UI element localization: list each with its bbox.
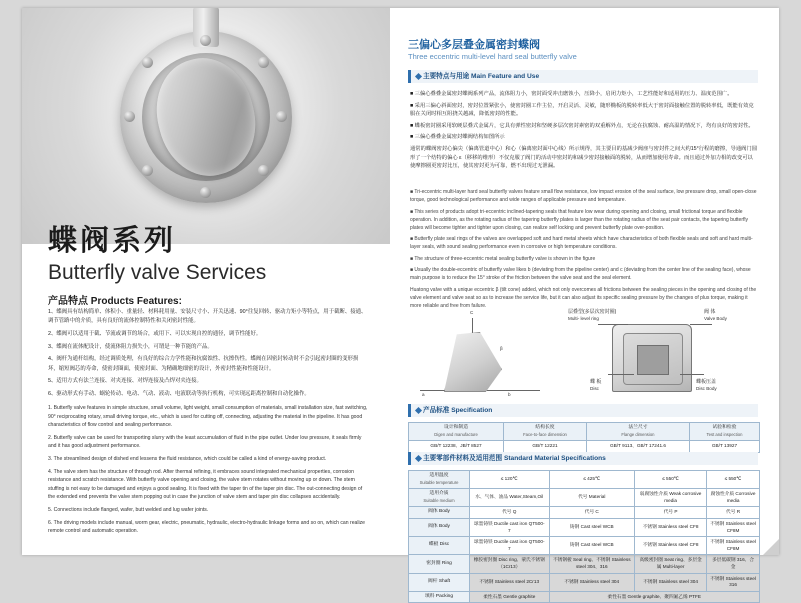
right-panel [390,8,779,599]
seal-cone-shape [444,332,502,392]
row-label-zh: 阀杆 Shaft [427,578,451,584]
row-label-zh: 阀体 Body [428,524,450,530]
table-cell: 橡胶密封圈 Disc ring、蒙氏不锈钢（1Cr13） [470,555,550,573]
table-cell: 不锈钢 Stainless steel 304 [635,573,707,591]
table-cell: 不锈钢 Stainless steel CF8 [635,518,707,536]
table-cell: 柔性石墨 Gentle graphite [470,591,550,603]
row-label-en: Suitable medium [423,497,455,503]
header-en: Test and inspection [706,431,743,437]
header-en: Face-to-face dimension [523,431,567,437]
diamond-icon [415,455,422,462]
table-cell: 不锈钢 Stainless steel CF8 [635,537,707,555]
table-row [409,471,760,489]
left-panel [22,8,390,555]
valve-body-label-zh: 阀 体 [704,309,716,315]
feature-cn-paragraph: ■ 采用三偏心斜面密封，密封位置紧张小，使密封圈工作主位，开启灵活、灵敏，随形椭板的脱转率低大于密封面接触位置的脱转率低，既能有效克服在关闭时相互阻挠关越减，降低密封的性能。 [410,102,754,118]
table-cell: 代号 Q [470,507,550,519]
section-header-feature [408,70,758,83]
header-en: Flange dimension [621,431,655,437]
features-heading: 产品特点 Products Features: [48,296,182,307]
feature-cn-item: 3、蝶阀在流体配设计，使流体阻力损失小，可谓是一种节能的产品。 [48,343,213,350]
specification-table [408,422,760,453]
feature-en-item: 1. Butterfly valve features in simple structure, small volume, light weight, small consumption of materials, small installation size, fast switching, 90° reciprocating rotary, small driving torque, etc., which is used for cutting off, connecting, adjusting the material in the pipeline. It has good characteristics of flow control and sealing performance. [48,405,368,429]
feature-en-paragraph: ■ The structure of three-eccentric metal sealing butterfly valve is shown in the figure [410,255,596,262]
disc-label-en: Disc [590,386,599,391]
row-label-zh: 密封圈 Ring [426,560,452,566]
row-label-zh: 适用温度 [429,473,449,478]
row-label [409,591,470,603]
diamond-icon [415,407,422,414]
header-zh: 法兰尺寸 [628,425,648,430]
feature-cn-item: 6、驱动形式有手动、蜗轮传动、电动、气动、液动、电液联动等执行机构，可实现远距离控制和自动化操作。 [48,390,310,397]
diagram-leader-line [680,374,704,375]
table-row [409,537,760,555]
table-cell: ≤ 120℃ [470,471,550,489]
table-cell: 柔性石墨 Gentle graphite、聚四氟乙烯 PTFE [549,591,759,603]
flange-bolt [200,187,211,198]
feature-en-paragraph: ■ Tri-eccentric multi-layer hard seal butterfly valves feature small flow resistance, low impact erosion of the seal surface, low pressure drop, small open-close torque, good technological performance and wide ranges of applicable pressure and temperature. [410,189,757,203]
section-header-label: 主要零部件材料及适用范围 Standard Material Specifications [423,455,606,462]
table-cell: ≤ 550℃ [635,471,707,489]
diagram-leader-line [608,374,634,375]
photo-background [22,8,390,244]
table-row [409,555,760,573]
row-label-en: Suitable temperature [419,479,459,485]
structure-diagram [408,308,760,400]
header-zh: 试验和检验 [712,425,737,430]
row-label [409,489,470,507]
table-cell: 弱腐蚀性介质 Weak corrosive media [635,489,707,507]
table-cell: 铸钢 Cast steel WCB [549,518,635,536]
features-list-cn [48,308,368,403]
table-cell: GB/T 9113、GB/T 17241.6 [586,441,689,453]
row-label [409,507,470,519]
section-header-label: 产品标准 Specification [423,407,493,414]
butterfly-valve-illustration [120,31,292,203]
row-label [409,518,470,536]
table-cell: 代号 R [707,507,760,519]
table-cell: 代号 P [635,507,707,519]
table-cell: GB/T 12221 [504,441,587,453]
table-cell: 球墨铸铁 Ductile cast iron QT500-7 [470,518,550,536]
page-corner-fold [763,539,779,555]
diagram-mark-c: C [470,310,474,315]
feature-cn-item: 4、阀杆为通杆结构，经过调质处理，有良好的综合力学性能和抗腐蚀性、抗擦伤性。蝶阀在因密封转动时不会引起密封圈的变形损坏，缩短阀芯的寿命，使密封圈面，使密封面、为精确地细密的设计，外密封性能和性能设计。 [48,356,359,372]
feature-cn-item: 5、适用方式有法兰连接、对夹连接、对焊连接及凸焊对夹连接。 [48,378,202,385]
diagram-mark-b: b [508,392,511,397]
table-cell: 不锈钢 Stainless steel 2Cr13 [470,573,550,591]
section-header-specification [408,404,758,417]
table-header-cell [504,423,587,441]
table-cell: 球墨铸铁 Ductile cast iron QT500-7 [470,537,550,555]
table-cell: 不锈钢 Stainless steel 316 [707,573,760,591]
valve-body-label-en: Valve Body [704,316,727,321]
feature-en-paragraph: ■ Usually the double-eccentric of butterfly valve likes b (deviating from the pipeline center) and c (deviating from the center line of the sealing face), whose main purpose is to reduce the 15° stroke of the friction between the valve seat and the seal element. [410,267,751,281]
table-cell: GB/T 13927 [689,441,759,453]
product-photo [22,8,390,244]
table-row [409,573,760,591]
table-row [409,518,760,536]
section-title-zh: 三偏心多层叠金属密封蝶阀 [408,39,540,51]
table-cell: 腐蚀性介质 Corrosive media [707,489,760,507]
row-label-zh: 阀体 Body [428,509,450,515]
row-label [409,471,470,489]
section-title-en: Three eccentric multi-level hard seal butterfly valve [408,52,577,61]
table-cell: 铸钢 Cast steel WCB [549,537,635,555]
header-en: Digen and manufacture [434,431,478,437]
table-row [409,489,760,507]
valve-disc-shape [145,48,267,186]
table-row [409,591,760,603]
row-label-zh: 填料 Packing [425,593,453,599]
table-cell: 多层低碳钢 316、合金 [707,555,760,573]
flange-bolt [142,165,153,176]
table-cell: 水、气体、油品 Water,Steam,Oil [470,489,550,507]
feature-en-item: 6. The driving models include manual, worm gear, electric, pneumatic, hydraulic, electro-hydraulic linkage forms and so on, which can realize remote control and automatic operation. [48,519,366,535]
section-header-label: 主要特点与用途 Main Feature and Use [423,73,540,80]
table-cell: 不锈钢 Stainless steel CF8M [707,518,760,536]
left-title-block [48,218,368,285]
flange-bolt [200,35,211,46]
feature-cn-paragraph: ■ 三偏心叠叠金属密封蝶阀结构如图所示 [410,134,505,141]
header-zh: 设计和制造 [444,425,469,430]
multi-level-ring-label-zh: 层叠型(多层次密封圈) [568,309,617,315]
feature-body-cn [410,90,758,174]
feature-en-item: 3. The streamlined design of dished end lessens the fluid resistance, which could be called a kind of energy-saving product. [48,455,327,462]
valve-structure-diagram [568,308,760,400]
diagram-leader-line [690,324,712,325]
table-header-cell [689,423,759,441]
product-title-en: Butterfly valve Services [48,261,267,284]
flange-bolt [124,111,135,122]
disc-body-label-en: Disc Body [696,386,717,391]
table-cell: GB/T 12238、JB/T 8527 [409,441,504,453]
table-row [409,441,760,453]
feature-en-item: 2. Butterfly valve can be used for transporting slurry with the least accumulation of fluid in the pipe outlet. Under low pressure, it seals firmly and it has good adjustment performance. [48,434,362,450]
product-title-zh: 蝶阀系列 [48,225,177,257]
row-label [409,537,470,555]
table-cell: 不锈钢 Stainless steel CF8M [707,537,760,555]
feature-en-paragraph: ■ Butterfly plate seal rings of the valves are overlapped soft and hard metal sheets which have characteristics of both flexible seals and soft and hard multi-layer seals, with sound sealing performance even in corrosive or high temperature conditions. [410,236,753,250]
table-cell: ≤ 425℃ [549,471,635,489]
feature-en-paragraph: ■ This series of products adopt tri-eccentric inclined-tapering seals that feature low wear during opening and closing, small frictional torque and flexible operation. In addition, as the rotating radius of the tapering butterfly plates is larger than the rotating radius of the seat pair contacts, the tapering butterfly plates will become tighter and tighter upon closing, can realize self locking and prevent butterfly plate over-position. [410,208,748,231]
table-cell: 代号 Material [549,489,635,507]
row-label-zh: 蝶板 Disc [428,542,450,548]
table-cell: 高级密封圈 Seat ring、多层金属 Multi-layer [635,555,707,573]
table-header-cell [586,423,689,441]
flange-bolt [276,111,287,122]
flange-bolt [258,165,269,176]
table-cell: 代号 C [549,507,635,519]
valve-section-shape [612,324,692,392]
row-label [409,555,470,573]
table-cell: 不锈钢板 Seal ring、不锈钢 Stainless steel 304、316 [549,555,635,573]
multi-level-ring-label-en: Multi- level ring [568,316,599,321]
material-table [408,470,760,603]
header-zh: 结构长度 [535,425,555,430]
material-table-wrap [408,470,760,603]
diagram-leader-line [598,324,628,325]
row-label-zh: 适用介质 [429,491,449,497]
feature-cn-paragraph: ■ 蝶板密封圈采用软硬层叠式金属片，它具有弹性密封和坚硬多层次密封素密的双重解外点，无论在抗腐蚀、耐高温的情况下，均有良好的密封性。 [410,122,754,129]
brochure-page [22,8,779,599]
section-header-materials [408,452,758,465]
diamond-icon [415,73,422,80]
flange-bolt [142,57,153,68]
specification-table-wrap [408,422,760,453]
table-row [409,507,760,519]
feature-cn-item: 2、蝶阀可以适用于截、节流或调节的场合，或用下、可以实现自控的通径，调节性能好。 [48,330,262,337]
table-header-cell [409,423,504,441]
row-label [409,573,470,591]
feature-en-paragraph: Huatong valve with a unique eccentric β (tilt cone) added, which not only overcomes all frictions between the sealing pieces in the opening and closing of the valve element and valve seat so as to increase the service life, but it can also adjust its specific sealing pressure by the changes of plus torque, making it more reliable and free from failure. [410,286,757,309]
disc-label-zh: 蝶 板 [590,379,602,385]
table-cell: ≤ 550℃ [707,471,760,489]
feature-en-item: 4. The valve stem has the structure of through rod. After thermal refining, it embraces sound integrated mechanical properties, corrosion resistance and scratch resistance. With butterfly valve opening and closing, the valve stem rotates without moving up or down. The stem stuffing is not easy to be damaged and enjoys a good sealing. It is fixed with the taper tin of the taper pin disc. The out-connecting design of the extended end prevents the valve stem popping out in case the junction of valve stem and taper pin disc collapses accidentally. [48,468,363,501]
feature-cn-paragraph: ■ 三偏心叠叠金属密封蝶阀系列产品，流体阻力小，密封面受冲击磨蚀小，压降小，启闭力矩小，工艺性能好和适用的压力、温度范围广。 [410,91,733,97]
feature-cn-item: 1、蝶阀具有结构简单、体积小、重量轻、材料耗用量、安装尺寸小、开关迅速、90°往复回转、驱动力矩小等特点，用于截断、接通、调节管路中的介质，具有良好的流体控制特性和关闭密封性能。 [48,309,367,325]
diagram-mark-beta: β [500,346,503,351]
feature-en-item: 5. Connections include flanged, wafer, butt welded and lug wafer joints. [48,506,209,513]
features-list-en [48,404,370,540]
diagram-mark-a: a [422,392,425,397]
table-header-row [409,423,760,441]
disc-body-label-zh: 蝶板压盖 [696,379,717,385]
feature-cn-paragraph: 通常的蝶阀密封心偏尖（偏离管道中心）和心（偏离密封面中心线）所示规得，其主要目的基减少阀座与密封件之间大约15°行程的磨擦，导通阀门圆形了一个结特的偏心 ε（移移的维形）不仅克服了阀门的活动中密封的和减少密封接触面的脱转，从而增加使用寿命。而且通过外加力相的改变可以使摩擦圈更密封比压，使其密封更为可靠，燃不出现过无泄漏。 [410,145,758,170]
feature-body-en [410,188,758,313]
eccentric-angle-diagram [408,308,558,400]
flange-bolt [258,57,269,68]
table-cell: 不锈钢 Stainless steel 304 [549,573,635,591]
